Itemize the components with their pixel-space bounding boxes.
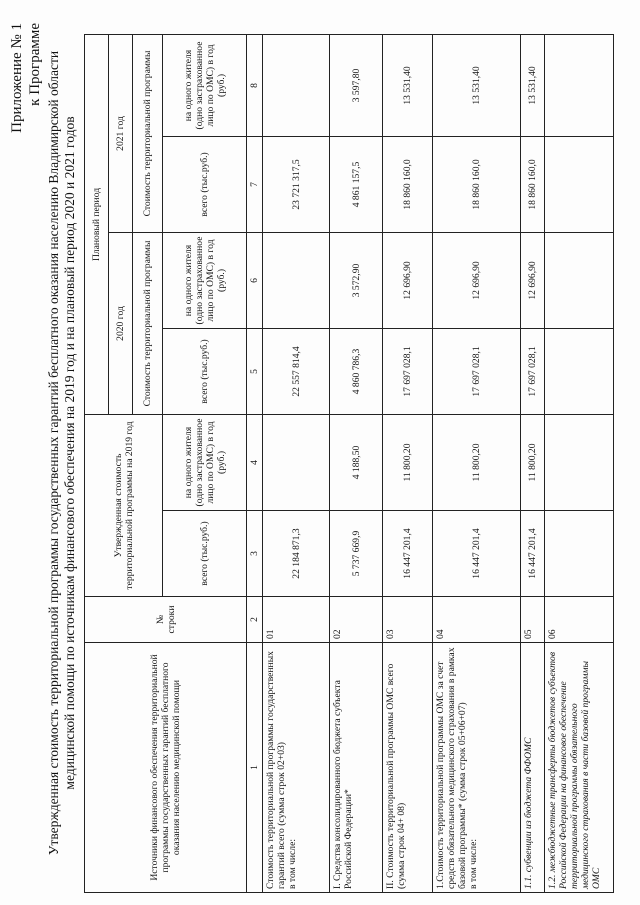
title-line-1: Утвержденная стоимость территориальной программы государственных гарантий бесплатного оказания населению Владимирской области [46,50,61,856]
row-source: I. Средства консолидированного бюджета субъекта Российской Федерации* [330,643,383,893]
col-number: 5 [247,328,263,414]
value-2019-total: 16 447 201,4 [433,511,521,597]
title-line-2: медицинской помощи по источникам финансового обеспечения на 2019 год и на плановый период 2020 и 2021 годов [62,116,77,790]
value-2021-total: 18 860 160,0 [382,136,432,232]
value-2021-per-person: 13 531,40 [382,34,432,136]
header-approved-2019: Утвержденная стоимость территориальной программы на 2019 год [85,414,163,596]
appendix-number: Приложение № 1 [9,23,25,133]
header-source: Источники финансового обеспечения территориальной программы государственных гарантий бесплатного оказания населению медицинской помощи [85,643,247,893]
header-year-2020: 2020 год [109,232,133,414]
header-per-person-2020: на одного жителя (одно застрахованное лицо по ОМС) в год (руб.) [163,232,247,328]
appendix-label [8,23,44,133]
row-code: 01 [263,597,330,643]
value-2019-per-person: 11 800,20 [433,414,521,510]
row-source-text: 1.Стоимость территориальной программы ОМС за счет средств обязательного медицинского страхования в рамках базовой программы* (сумма строк 05+06+07) [435,647,469,889]
value-2020-total [544,328,613,414]
cost-table [84,34,614,893]
value-2020-per-person: 12 696,90 [433,232,521,328]
value-2019-per-person: 11 800,20 [521,414,544,510]
row-source [433,643,521,893]
col-number: 6 [247,232,263,328]
value-2019-per-person: 11 800,20 [382,414,432,510]
rotated-content [4,5,636,901]
row-code: 04 [433,597,521,643]
value-2021-per-person [544,34,613,136]
header-total-2021: всего (тыс.руб.) [163,136,247,232]
appendix-program: к Программе [27,23,43,106]
row-source: 1.2. межбюджетные трансферты бюджетов субъектов Российской Федерации на финансовое обеспечение территориальной программы обязательного медицинского страхования в части базовой программы ОМС [544,643,613,893]
value-2020-per-person: 12 696,90 [521,232,544,328]
table-row [521,34,544,892]
row-note: в том числе: [468,838,480,889]
value-2021-total: 23 721 317,5 [263,136,330,232]
col-number: 8 [247,34,263,136]
row-code: 02 [330,597,383,643]
value-2019-total: 5 737 669,9 [330,511,383,597]
table-row [263,34,330,892]
value-2020-per-person [544,232,613,328]
value-2019-total: 16 447 201,4 [382,511,432,597]
value-2019-total: 16 447 201,4 [521,511,544,597]
value-2020-per-person: 12 696,90 [382,232,432,328]
value-2020-total: 17 697 028,1 [521,328,544,414]
row-note: в том числе: [287,838,298,889]
value-2021-total: 18 860 160,0 [433,136,521,232]
header-total-2019: всего (тыс.руб.) [163,511,247,597]
value-2019-total [544,511,613,597]
header-per-person-2019: на одного жителя (одно застрахованное лицо по ОМС) в год (руб.) [163,414,247,510]
value-2020-per-person: 3 572,90 [330,232,383,328]
value-2020-total: 17 697 028,1 [433,328,521,414]
value-2019-total: 22 184 871,3 [263,511,330,597]
col-number: 2 [247,597,263,643]
value-2021-per-person: 13 531,40 [521,34,544,136]
value-2019-per-person: 4 188,50 [330,414,383,510]
value-2021-per-person [263,34,330,136]
col-number: 1 [247,643,263,893]
value-2021-total: 18 860 160,0 [521,136,544,232]
table-row [433,34,521,892]
header-planned-period: Плановый период [85,34,109,414]
row-code: 05 [521,597,544,643]
value-2020-total: 22 557 814,4 [263,328,330,414]
value-2020-total: 17 697 028,1 [382,328,432,414]
value-2021-per-person: 3 597,80 [330,34,383,136]
header-per-person-2021: на одного жителя (одно застрахованное лицо по ОМС) в год (руб.) [163,34,247,136]
header-row-number: № строки [85,597,247,643]
value-2021-total [544,136,613,232]
row-source [263,643,330,893]
row-code: 06 [544,597,613,643]
table-row [330,34,383,892]
row-source: 1.1. субвенции из бюджета ФФОМС [521,643,544,893]
row-code: 03 [382,597,432,643]
header-cost-2020: Стоимость территориальной программы [133,232,163,414]
row-source: II. Стоимость территориальной программы ОМС всего (сумма строк 04+ 08) [382,643,432,893]
col-number: 3 [247,511,263,597]
col-number: 7 [247,136,263,232]
col-number: 4 [247,414,263,510]
document-title [46,25,78,881]
row-source-text: Стоимость территориальной программы государственных гарантий всего (сумма строк 02+03) [265,651,287,889]
header-total-2020: всего (тыс.руб.) [163,328,247,414]
value-2019-per-person [544,414,613,510]
header-year-2021: 2021 год [109,34,133,232]
value-2021-total: 4 861 157,5 [330,136,383,232]
header-cost-2021: Стоимость территориальной программы [133,34,163,232]
value-2020-per-person [263,232,330,328]
value-2020-total: 4 860 786,3 [330,328,383,414]
table-row [544,34,613,892]
value-2021-per-person: 13 531,40 [433,34,521,136]
value-2019-per-person [263,414,330,510]
table-row [382,34,432,892]
